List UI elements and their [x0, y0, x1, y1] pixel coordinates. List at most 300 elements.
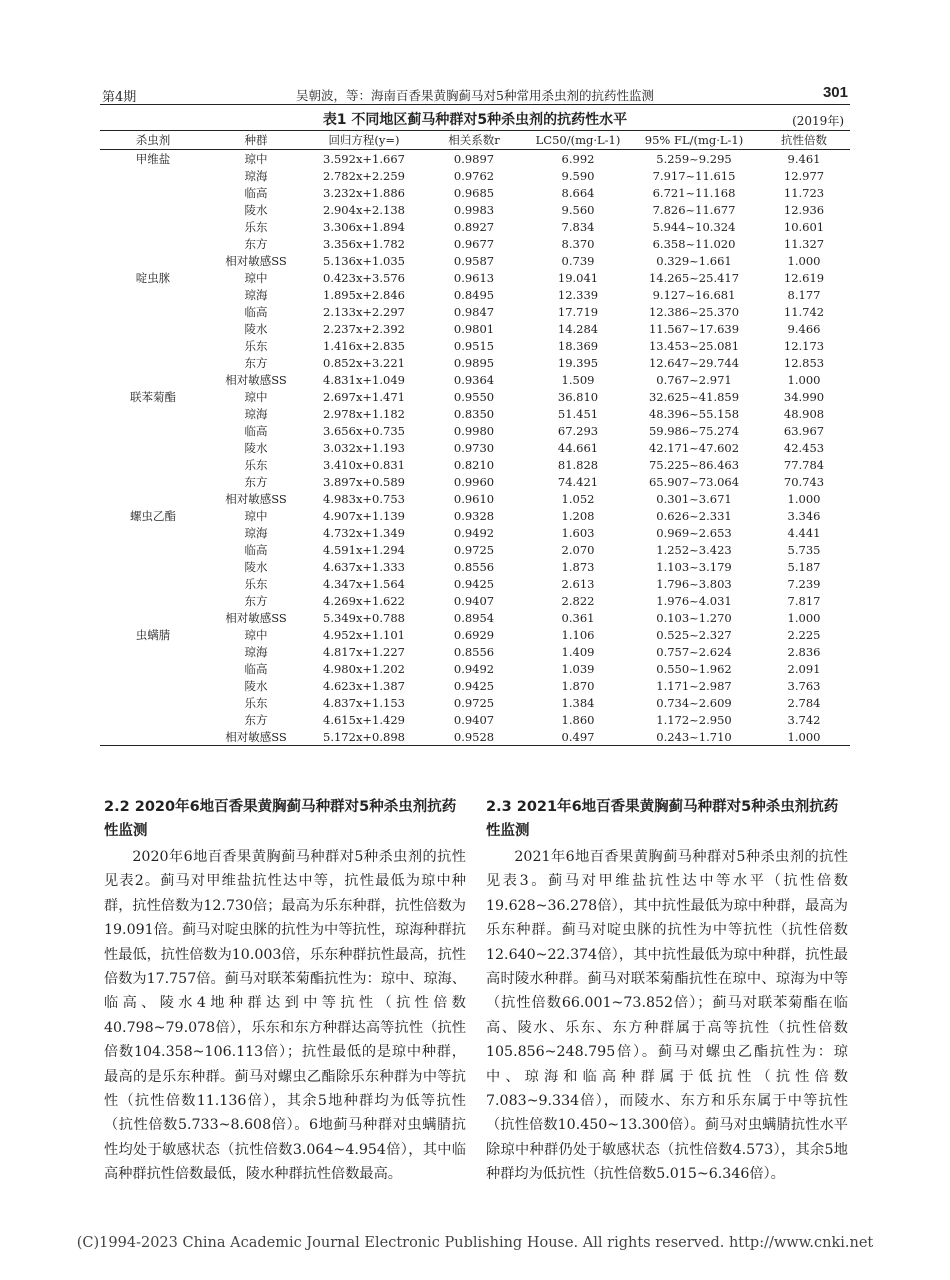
table-row [100, 337, 850, 354]
cell-lc50: 19.395 [557, 355, 599, 370]
cell-population: 陵水 [244, 202, 268, 217]
cell-resistance-ratio: 11.723 [783, 185, 825, 200]
cell-lc50: 51.451 [557, 406, 599, 421]
cell-insecticide [100, 337, 206, 354]
cell-insecticide [100, 575, 206, 592]
cell-resistance-ratio: 12.977 [783, 168, 825, 183]
cell-resistance-ratio: 1.000 [787, 253, 821, 268]
table-row [100, 677, 850, 694]
cell-population: 相对敏感SS [225, 372, 287, 387]
cell-lc50: 9.560 [561, 202, 595, 217]
cell-fl: 9.127~16.681 [652, 287, 736, 302]
header-rule [100, 104, 850, 105]
cell-resistance-ratio: 48.908 [783, 406, 825, 421]
cell-correlation: 0.9980 [453, 423, 495, 438]
cell-regression: 4.732x+1.349 [323, 525, 405, 540]
cell-correlation: 0.9847 [453, 304, 495, 319]
cell-insecticide [100, 711, 206, 728]
cell-resistance-ratio: 2.836 [787, 644, 821, 659]
cell-insecticide [100, 286, 206, 303]
copyright-footer: (C)1994-2023 China Academic Journal Electronic Publishing House. All rights reserved. http://www.cnki.net [76, 1235, 874, 1251]
cell-correlation: 0.9725 [453, 542, 495, 557]
cell-insecticide [100, 354, 206, 371]
table-row [100, 626, 850, 643]
cell-resistance-ratio: 12.173 [783, 338, 825, 353]
table-header-row [100, 131, 850, 150]
cell-resistance-ratio: 70.743 [783, 474, 825, 489]
table-year: (2019年) [792, 114, 844, 128]
table-row [100, 184, 850, 201]
cell-insecticide [100, 609, 206, 626]
cell-population: 琼海 [244, 644, 268, 659]
cell-fl: 1.976~4.031 [656, 593, 732, 608]
cell-fl: 0.243~1.710 [630, 728, 758, 746]
cell-insecticide [100, 320, 206, 337]
table-row [100, 235, 850, 252]
cell-resistance-ratio: 77.784 [783, 457, 825, 472]
table-row [100, 269, 850, 286]
cell-population: 东方 [244, 593, 268, 608]
cell-population: 乐东 [244, 338, 268, 353]
cell-fl: 0.103~1.270 [656, 610, 732, 625]
cell-population: 临高 [244, 661, 268, 676]
cell-fl: 7.917~11.615 [652, 168, 736, 183]
col-header-lc50: LC50/(mg·L-1) [526, 131, 630, 150]
cell-lc50: 2.613 [561, 576, 595, 591]
cell-resistance-ratio: 1.000 [787, 610, 821, 625]
cell-correlation: 0.8495 [453, 287, 495, 302]
cell-fl: 32.625~41.859 [648, 389, 740, 404]
cell-resistance-ratio: 5.735 [787, 542, 821, 557]
cell-regression: 0.852x+3.221 [323, 355, 405, 370]
cell-population: 东方 [244, 236, 268, 251]
cell-fl: 48.396~55.158 [648, 406, 740, 421]
section-2-3-heading: 2.3 2021年6地百香果黄胸蓟马种群对5种杀虫剂抗药性监测 [486, 799, 839, 839]
cell-resistance-ratio: 34.990 [783, 389, 825, 404]
cell-fl: 5.259~9.295 [656, 151, 732, 166]
table-row [100, 490, 850, 507]
cell-lc50: 19.041 [557, 270, 599, 285]
cell-correlation: 0.9613 [453, 270, 495, 285]
cell-correlation: 0.9515 [453, 338, 495, 353]
cell-regression: 2.697x+1.471 [323, 389, 405, 404]
cell-insecticide [100, 184, 206, 201]
cell-resistance-ratio: 1.000 [787, 491, 821, 506]
cell-regression: 4.817x+1.227 [323, 644, 405, 659]
table-row [100, 558, 850, 575]
cell-resistance-ratio: 3.763 [787, 678, 821, 693]
table-row [100, 405, 850, 422]
table-body [100, 150, 850, 746]
cell-fl: 0.550~1.962 [656, 661, 732, 676]
cell-resistance-ratio: 42.453 [783, 440, 825, 455]
cell-lc50: 36.810 [557, 389, 599, 404]
cell-fl: 12.386~25.370 [648, 304, 740, 319]
cell-insecticide [100, 541, 206, 558]
cell-regression: 3.592x+1.667 [323, 151, 405, 166]
cell-insecticide [100, 235, 206, 252]
cell-lc50: 8.664 [561, 185, 595, 200]
cell-resistance-ratio: 3.742 [787, 712, 821, 727]
section-2-2-body: 2020年6地百香果黄胸蓟马种群对5种杀虫剂的抗性见表2。蓟马对甲维盐抗性达中等，抗性最低为琼中种群，抗性倍数为12.730倍；最高为乐东种群，抗性倍数为19.091倍。蓟马对啶虫脒的抗性为中等抗性，琼海种群抗性最低，抗性倍数为10.003倍，乐东种群抗性最高，抗性倍数为17.757倍。蓟马对联苯菊酯抗性为：琼中、琼海、临高、陵水4地种群达到中等抗性（抗性倍数40.798~79.078倍），乐东和东方种群达高等抗性（抗性倍数104.358~106.113倍）；抗性最低的是琼中种群，最高的是乐东种群。蓟马对螺虫乙酯除乐东种群为中等抗性（抗性倍数11.136倍），其余5地种群均为低等抗性（抗性倍数5.733~8.608倍）。6地蓟马种群对虫螨腈抗性均处于敏感状态（抗性倍数3.064~4.954倍），其中临高种群抗性倍数最低，陵水种群抗性倍数最高。 [104, 849, 466, 1183]
cell-lc50: 1.873 [561, 559, 595, 574]
cell-lc50: 81.828 [557, 457, 599, 472]
cell-fl: 0.329~1.661 [656, 253, 732, 268]
cell-resistance-ratio: 11.742 [783, 304, 825, 319]
cell-fl: 11.567~17.639 [648, 321, 740, 336]
cell-regression: 3.897x+0.589 [323, 474, 405, 489]
cell-resistance-ratio: 12.936 [783, 202, 825, 217]
cell-regression: 2.978x+1.182 [323, 406, 405, 421]
section-2-3-body: 2021年6地百香果黄胸蓟马种群对5种杀虫剂的抗性见表3。蓟马对甲维盐抗性达中等水平（抗性倍数19.628~36.278倍），其中抗性最低为琼中种群，最高为乐东种群。蓟马对啶虫脒的抗性为中等抗性（抗性倍数12.640~22.374倍），其中抗性最低为琼中种群，抗性最高时陵水种群。蓟马对联苯菊酯抗性在琼中、琼海为中等（抗性倍数66.001~73.852倍）；蓟马对联苯菊酯在临高、陵水、乐东、东方种群属于高等抗性（抗性倍数105.856~248.795倍）。蓟马对螺虫乙酯抗性为：琼中、琼海和临高种群属于低抗性（抗性倍数7.083~9.334倍），而陵水、东方和乐东属于中等抗性（抗性倍数10.450~13.300倍）。蓟马对虫螨腈抗性水平除琼中种群仍处于敏感状态（抗性倍数4.573），其余5地种群均为低抗性（抗性倍数5.015~6.346倍）。 [486, 849, 848, 1183]
cell-insecticide [100, 439, 206, 456]
cell-regression: 4.637x+1.333 [323, 559, 405, 574]
table-row [100, 473, 850, 490]
journal-issue: 第4期 [102, 90, 137, 105]
cell-fl: 42.171~47.602 [648, 440, 740, 455]
cell-lc50: 12.339 [557, 287, 599, 302]
cell-fl: 13.453~25.081 [648, 338, 740, 353]
table-row [100, 252, 850, 269]
cell-resistance-ratio: 9.466 [787, 321, 821, 336]
cell-fl: 1.796~3.803 [656, 576, 732, 591]
cell-resistance-ratio: 63.967 [783, 423, 825, 438]
cell-insecticide [100, 371, 206, 388]
cell-insecticide [100, 643, 206, 660]
cell-population: 琼海 [244, 525, 268, 540]
cell-fl: 7.826~11.677 [652, 202, 736, 217]
cell-lc50: 1.039 [561, 661, 595, 676]
cell-population: 临高 [244, 304, 268, 319]
table-row [100, 286, 850, 303]
cell-correlation: 0.8210 [453, 457, 495, 472]
col-header-correlation: 相关系数r [422, 131, 526, 150]
cell-resistance-ratio: 2.225 [787, 627, 821, 642]
cell-lc50: 14.284 [557, 321, 599, 336]
table-row [100, 150, 850, 168]
cell-regression: 3.656x+0.735 [323, 423, 405, 438]
cell-lc50: 8.370 [561, 236, 595, 251]
cell-resistance-ratio: 7.239 [787, 576, 821, 591]
cell-lc50: 1.208 [561, 508, 595, 523]
cell-insecticide: 啶虫脒 [135, 270, 171, 285]
col-header-population: 种群 [206, 131, 306, 150]
cell-lc50: 1.870 [561, 678, 595, 693]
cell-population: 琼中 [244, 270, 268, 285]
table-row [100, 201, 850, 218]
resistance-table [100, 130, 850, 746]
cell-population: 东方 [244, 355, 268, 370]
cell-lc50: 2.822 [561, 593, 595, 608]
col-header-insecticide: 杀虫剂 [100, 131, 206, 150]
cell-fl: 6.358~11.020 [652, 236, 736, 251]
cell-population: 琼中 [244, 389, 268, 404]
cell-population: 乐东 [244, 576, 268, 591]
cell-regression: 3.410x+0.831 [323, 457, 405, 472]
cell-population: 相对敏感SS [206, 728, 306, 746]
cell-correlation: 0.9550 [453, 389, 495, 404]
cell-population: 琼中 [244, 627, 268, 642]
cell-correlation: 0.9528 [422, 728, 526, 746]
cell-regression: 4.831x+1.049 [323, 372, 405, 387]
cell-insecticide [100, 694, 206, 711]
table-row [100, 711, 850, 728]
cell-resistance-ratio: 10.601 [783, 219, 825, 234]
table-row [100, 388, 850, 405]
table-row [100, 541, 850, 558]
cell-resistance-ratio: 8.177 [787, 287, 821, 302]
cell-insecticide [100, 473, 206, 490]
table-row [100, 371, 850, 388]
page-number: 301 [822, 84, 848, 101]
cell-resistance-ratio: 11.327 [783, 236, 825, 251]
cell-resistance-ratio: 1.000 [758, 728, 850, 746]
cell-regression: 4.952x+1.101 [323, 627, 405, 642]
cell-population: 临高 [244, 542, 268, 557]
cell-correlation: 0.8350 [453, 406, 495, 421]
cell-insecticide: 虫螨腈 [135, 627, 171, 642]
cell-insecticide [100, 201, 206, 218]
table-row [100, 507, 850, 524]
col-header-resistance-ratio: 抗性倍数 [758, 131, 850, 150]
cell-fl: 0.767~2.971 [656, 372, 732, 387]
cell-resistance-ratio: 2.091 [787, 661, 821, 676]
cell-lc50: 0.361 [561, 610, 595, 625]
cell-regression: 4.980x+1.202 [323, 661, 405, 676]
cell-correlation: 0.9897 [453, 151, 495, 166]
cell-correlation: 0.9610 [453, 491, 495, 506]
table-row [100, 643, 850, 660]
cell-correlation: 0.8927 [453, 219, 495, 234]
cell-lc50: 1.384 [561, 695, 595, 710]
cell-regression: 4.983x+0.753 [323, 491, 405, 506]
cell-insecticide [100, 558, 206, 575]
cell-population: 琼中 [244, 151, 268, 166]
cell-population: 琼海 [244, 287, 268, 302]
cell-fl: 0.525~2.327 [656, 627, 732, 642]
table-row [100, 456, 850, 473]
cell-fl: 0.301~3.671 [656, 491, 732, 506]
table-row [100, 660, 850, 677]
cell-resistance-ratio: 2.784 [787, 695, 821, 710]
cell-correlation: 0.9425 [453, 678, 495, 693]
cell-fl: 59.986~75.274 [648, 423, 740, 438]
col-header-fl: 95% FL/(mg·L-1) [630, 131, 758, 150]
cell-population: 陵水 [244, 440, 268, 455]
cell-insecticide [100, 252, 206, 269]
cell-population: 相对敏感SS [225, 610, 287, 625]
cell-insecticide [100, 677, 206, 694]
cell-correlation: 0.9492 [453, 661, 495, 676]
cell-correlation: 0.9677 [453, 236, 495, 251]
cell-lc50: 74.421 [557, 474, 599, 489]
cell-insecticide [100, 728, 206, 746]
cell-correlation: 0.8954 [453, 610, 495, 625]
cell-correlation: 0.9492 [453, 525, 495, 540]
cell-fl: 0.757~2.624 [656, 644, 732, 659]
cell-correlation: 0.9762 [453, 168, 495, 183]
cell-lc50: 17.719 [557, 304, 599, 319]
cell-regression: 4.615x+1.429 [323, 712, 405, 727]
cell-lc50: 1.052 [561, 491, 595, 506]
cell-population: 陵水 [244, 321, 268, 336]
table-row [100, 320, 850, 337]
table-row [100, 592, 850, 609]
cell-fl: 0.734~2.609 [656, 695, 732, 710]
cell-lc50: 1.106 [561, 627, 595, 642]
cell-regression: 1.416x+2.835 [323, 338, 405, 353]
cell-regression: 4.269x+1.622 [323, 593, 405, 608]
col-header-regression: 回归方程(y=) [306, 131, 422, 150]
cell-correlation: 0.9328 [453, 508, 495, 523]
cell-regression: 2.133x+2.297 [323, 304, 405, 319]
cell-population: 相对敏感SS [225, 491, 287, 506]
cell-insecticide [100, 405, 206, 422]
cell-population: 琼中 [244, 508, 268, 523]
cell-regression: 4.591x+1.294 [323, 542, 405, 557]
cell-correlation: 0.9730 [453, 440, 495, 455]
cell-insecticide [100, 422, 206, 439]
cell-population: 临高 [244, 423, 268, 438]
cell-lc50: 44.661 [557, 440, 599, 455]
cell-correlation: 0.9364 [453, 372, 495, 387]
cell-correlation: 0.6929 [453, 627, 495, 642]
cell-lc50: 1.409 [561, 644, 595, 659]
cell-insecticide: 联苯菊酯 [130, 389, 176, 404]
cell-population: 临高 [244, 185, 268, 200]
cell-population: 东方 [244, 712, 268, 727]
cell-population: 乐东 [244, 457, 268, 472]
cell-insecticide [100, 660, 206, 677]
cell-lc50: 7.834 [561, 219, 595, 234]
table-row [100, 609, 850, 626]
section-2-2-heading: 2.2 2020年6地百香果黄胸蓟马种群对5种杀虫剂抗药性监测 [104, 799, 457, 839]
cell-fl: 14.265~25.417 [648, 270, 740, 285]
cell-insecticide: 螺虫乙酯 [130, 508, 176, 523]
cell-correlation: 0.9685 [453, 185, 495, 200]
cell-correlation: 0.9725 [453, 695, 495, 710]
cell-regression: 3.232x+1.886 [323, 185, 405, 200]
cell-regression: 3.032x+1.193 [323, 440, 405, 455]
cell-regression: 3.306x+1.894 [323, 219, 405, 234]
cell-fl: 1.252~3.423 [656, 542, 732, 557]
cell-correlation: 0.8556 [453, 559, 495, 574]
cell-correlation: 0.9425 [453, 576, 495, 591]
cell-resistance-ratio: 4.441 [787, 525, 821, 540]
table-row [100, 575, 850, 592]
cell-lc50: 1.860 [561, 712, 595, 727]
cell-correlation: 0.9895 [453, 355, 495, 370]
table-row [100, 303, 850, 320]
cell-population: 琼海 [244, 168, 268, 183]
cell-regression: 4.347x+1.564 [323, 576, 405, 591]
cell-resistance-ratio: 1.000 [787, 372, 821, 387]
running-title: 吴朝波，等：海南百香果黄胸蓟马对5种常用杀虫剂的抗药性监测 [296, 88, 654, 103]
cell-resistance-ratio: 5.187 [787, 559, 821, 574]
cell-population: 陵水 [244, 559, 268, 574]
cell-resistance-ratio: 3.346 [787, 508, 821, 523]
cell-lc50: 0.739 [561, 253, 595, 268]
cell-fl: 1.103~3.179 [656, 559, 732, 574]
cell-regression: 0.423x+3.576 [323, 270, 405, 285]
table-row [100, 694, 850, 711]
cell-fl: 65.907~73.064 [648, 474, 740, 489]
table-row [100, 422, 850, 439]
cell-lc50: 1.509 [561, 372, 595, 387]
cell-regression: 2.904x+2.138 [323, 202, 405, 217]
cell-resistance-ratio: 9.461 [787, 151, 821, 166]
cell-regression: 5.172x+0.898 [306, 728, 422, 746]
cell-regression: 3.356x+1.782 [323, 236, 405, 251]
cell-fl: 12.647~29.744 [648, 355, 740, 370]
cell-fl: 1.172~2.950 [656, 712, 732, 727]
cell-regression: 2.237x+2.392 [323, 321, 405, 336]
cell-insecticide [100, 524, 206, 541]
cell-insecticide [100, 303, 206, 320]
cell-insecticide [100, 456, 206, 473]
table-row [100, 218, 850, 235]
cell-fl: 0.969~2.653 [656, 525, 732, 540]
cell-correlation: 0.9587 [453, 253, 495, 268]
cell-regression: 4.623x+1.387 [323, 678, 405, 693]
cell-lc50: 6.992 [561, 151, 595, 166]
cell-fl: 5.944~10.324 [652, 219, 736, 234]
cell-lc50: 18.369 [557, 338, 599, 353]
cell-resistance-ratio: 12.619 [783, 270, 825, 285]
cell-fl: 1.171~2.987 [656, 678, 732, 693]
cell-correlation: 0.8556 [453, 644, 495, 659]
table-row [100, 728, 850, 746]
cell-population: 琼海 [244, 406, 268, 421]
cell-regression: 5.349x+0.788 [323, 610, 405, 625]
cell-correlation: 0.9801 [453, 321, 495, 336]
cell-population: 乐东 [244, 219, 268, 234]
cell-insecticide [100, 490, 206, 507]
cell-population: 陵水 [244, 678, 268, 693]
cell-insecticide [100, 167, 206, 184]
cell-regression: 2.782x+2.259 [323, 168, 405, 183]
cell-insecticide [100, 218, 206, 235]
cell-regression: 4.907x+1.139 [323, 508, 405, 523]
cell-fl: 6.721~11.168 [652, 185, 736, 200]
cell-correlation: 0.9407 [453, 712, 495, 727]
cell-fl: 0.626~2.331 [656, 508, 732, 523]
cell-resistance-ratio: 7.817 [787, 593, 821, 608]
table-row [100, 439, 850, 456]
cell-regression: 4.837x+1.153 [323, 695, 405, 710]
cell-regression: 1.895x+2.846 [323, 287, 405, 302]
cell-fl: 75.225~86.463 [648, 457, 740, 472]
cell-population: 东方 [244, 474, 268, 489]
cell-lc50: 67.293 [557, 423, 599, 438]
table-row [100, 354, 850, 371]
cell-lc50: 0.497 [526, 728, 630, 746]
table-row [100, 524, 850, 541]
cell-population: 乐东 [244, 695, 268, 710]
table-row [100, 167, 850, 184]
cell-insecticide: 甲维盐 [135, 151, 171, 166]
cell-correlation: 0.9983 [453, 202, 495, 217]
cell-insecticide [100, 592, 206, 609]
cell-regression: 5.136x+1.035 [323, 253, 405, 268]
cell-lc50: 9.590 [561, 168, 595, 183]
table-title: 表1 不同地区蓟马种群对5种杀虫剂的抗药性水平 [322, 112, 628, 128]
cell-lc50: 2.070 [561, 542, 595, 557]
cell-resistance-ratio: 12.853 [783, 355, 825, 370]
cell-lc50: 1.603 [561, 525, 595, 540]
cell-correlation: 0.9407 [453, 593, 495, 608]
cell-population: 相对敏感SS [225, 253, 287, 268]
